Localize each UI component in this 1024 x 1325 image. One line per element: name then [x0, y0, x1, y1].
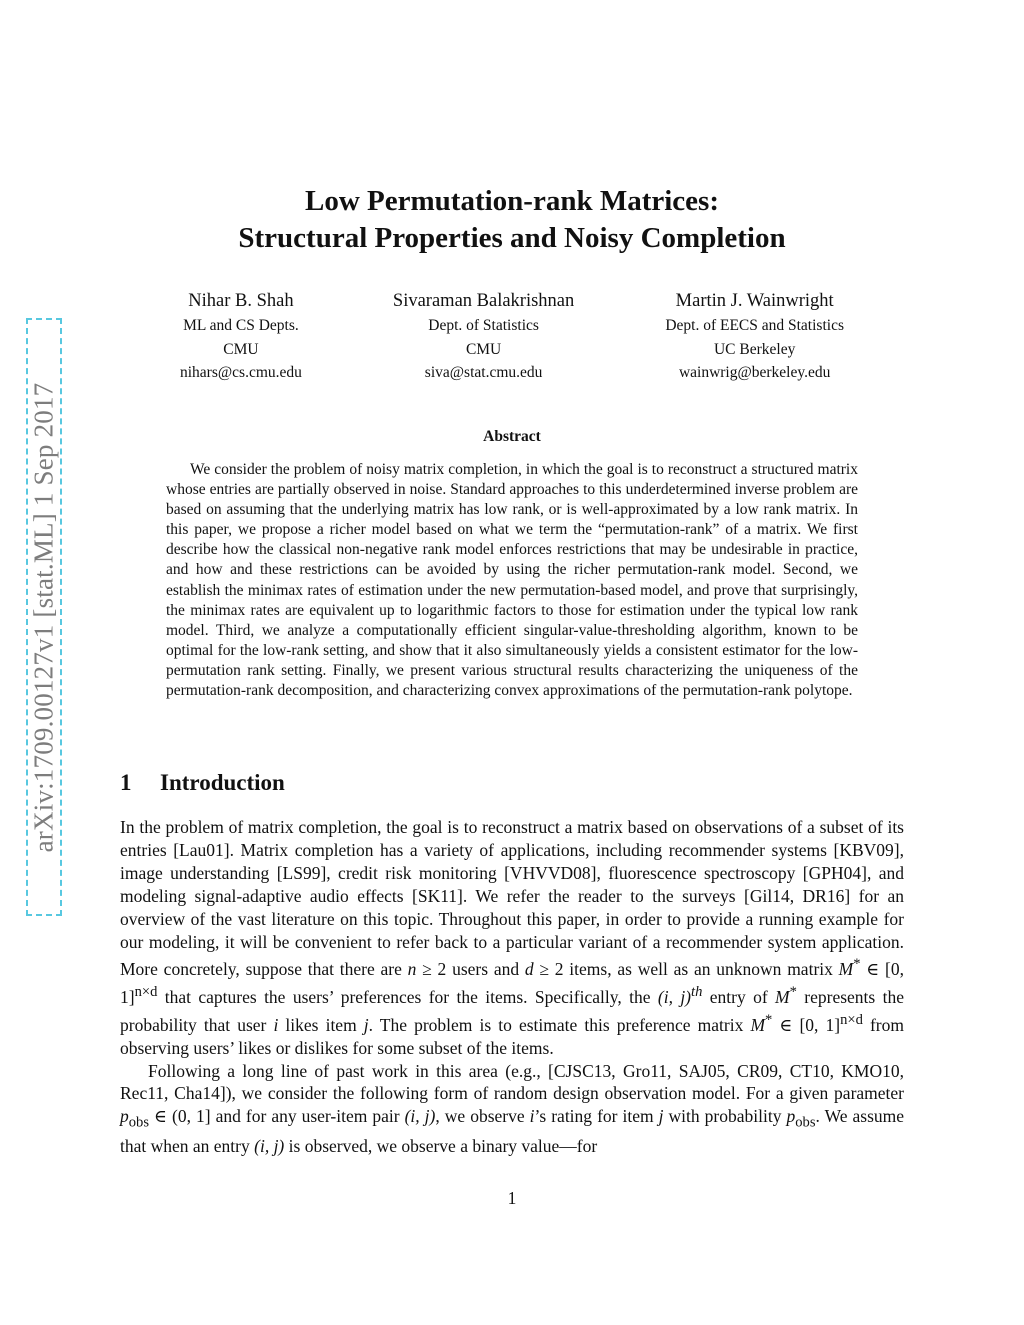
author-name: Martin J. Wainwright: [675, 291, 834, 311]
math-var: M: [775, 987, 790, 1007]
author-2: [393, 288, 574, 385]
paragraph-1: [120, 816, 904, 1060]
text-run: from observing users’ likes or dislikes for some subset of the items.: [120, 1014, 904, 1058]
math-var: p: [786, 1106, 796, 1127]
math-sup: *: [789, 984, 797, 1001]
text-run: ∈ [0, 1]: [120, 959, 904, 1007]
text-run: is observed, we observe a binary value—for: [284, 1135, 598, 1156]
author-email: siva@stat.cmu.edu: [424, 364, 543, 381]
author-3: [665, 288, 844, 385]
text-run: that captures the users’ preferences for the items. Specifically, the: [157, 987, 658, 1007]
author-name: Nihar B. Shah: [188, 291, 294, 311]
math-sup: n×d: [840, 1011, 863, 1028]
math-sup: n×d: [134, 984, 158, 1001]
text-run: ≥ 2 items, as well as an unknown matrix: [533, 959, 839, 980]
text-run: entry of: [702, 987, 776, 1007]
math-sup: *: [853, 956, 861, 973]
section-title: Introduction: [160, 770, 285, 795]
math-sub: obs: [128, 1114, 150, 1131]
math-var: d: [524, 959, 534, 980]
author-name: Sivaraman Balakrishnan: [392, 291, 575, 311]
author-email: wainwrig@berkeley.edu: [678, 364, 831, 381]
text-run: . The problem is to estimate this preference matrix: [368, 1014, 751, 1035]
author-institution: UC Berkeley: [713, 340, 796, 358]
math-sup: *: [765, 1011, 773, 1028]
text-run: , we observe: [435, 1106, 530, 1127]
title-line-2: Structural Properties and Noisy Completion: [238, 222, 786, 254]
text-run: likes item: [278, 1014, 364, 1035]
math-var: (i, j): [404, 1106, 436, 1127]
title-line-1: Low Permutation-rank Matrices:: [305, 185, 719, 217]
math-var: (i, j): [254, 1135, 285, 1156]
page-number: 1: [507, 1188, 517, 1208]
math-sup: th: [691, 984, 703, 1001]
math-var: M: [838, 959, 854, 980]
math-var: j: [658, 1106, 664, 1127]
text-run: with probability: [663, 1106, 787, 1127]
text-run: Following a long line of past work in this area (e.g., [CJSC13, Gro11, SAJ05, CR09, CT10, KMO10, Rec11, Cha14]), we consider the following form of random design observation model. For a given parameter: [120, 1060, 904, 1104]
author-1: [180, 288, 302, 385]
text-run: In the problem of matrix completion, the goal is to reconstruct a matrix based on observations of a subset of its entries [Lau01]. Matrix completion has a variety of applications, including recommender systems [KBV09], image understanding [LS99], credit risk monitoring [VHVVD08], fluorescence spectroscopy [GPH04], and modeling signal-adaptive audio effects [SK11]. We refer the reader to the surveys [Gil14, DR16] for an overview of the vast literature on this topic. Throughout this paper, in order to provide a running example for our modeling, it will be convenient to refer back to a particular variant of a recommender system application. More concretely, suppose that there are: [120, 817, 904, 980]
text-run: ∈ [0, 1]: [772, 1014, 841, 1035]
math-var: M: [750, 1014, 766, 1035]
section-heading: [120, 770, 285, 796]
text-run: . We assume that when an entry: [120, 1106, 905, 1156]
math-sub: obs: [795, 1114, 816, 1131]
math-var: i: [529, 1106, 535, 1127]
math-var: j: [363, 1014, 369, 1035]
text-run: and for any user-item pair: [210, 1106, 405, 1127]
math-var: (i, j): [657, 987, 692, 1007]
math-var: p: [120, 1106, 129, 1127]
section-number: 1: [120, 770, 132, 795]
author-institution: CMU: [223, 340, 259, 358]
abstract-heading: Abstract: [483, 428, 541, 445]
author-block: [180, 288, 844, 385]
paragraph-2: [120, 1060, 904, 1158]
math-var: i: [273, 1014, 279, 1035]
section-body: [120, 816, 904, 1158]
arxiv-side-stamp: [26, 318, 62, 916]
author-affiliation: Dept. of EECS and Statistics: [665, 317, 844, 334]
arxiv-identifier: arXiv:1709.00127v1 [stat.ML] 1 Sep 2017: [28, 382, 59, 852]
text-run: represents the probability that user: [120, 987, 904, 1035]
author-email: nihars@cs.cmu.edu: [180, 364, 302, 381]
author-affiliation: Dept. of Statistics: [428, 317, 539, 334]
math-var: n: [407, 959, 417, 980]
text-run: ≥ 2 users and: [416, 959, 525, 980]
paper-title: [100, 183, 924, 257]
text-run: ∈ (0, 1]: [149, 1106, 211, 1127]
author-institution: CMU: [465, 340, 502, 358]
text-run: ’s rating for item: [534, 1106, 659, 1127]
abstract-text: We consider the problem of noisy matrix completion, in which the goal is to reconstruct a structured matrix whose entries are partially observed in noise. Standard approaches to this underdetermined inverse problem are based on assuming that the underlying matrix has low rank, or is well-approximated by a low rank matrix. In this paper, we propose a richer model based on what we term the “permutation-rank” of a matrix. We first describe how the classical non-negative rank model enforces restrictions that may be undesirable in practice, and how and these restrictions can be avoided by using the richer permutation-rank model. Second, we establish the minimax rates of estimation under the new permutation-based model, and prove that surprisingly, the minimax rates are equivalent up to logarithmic factors to those for estimation under the typical low rank model. Third, we analyze a computationally efficient singular-value-thresholding algorithm, known to be optimal for the low-rank setting, and show that it also simultaneously yields a consistent estimator for the low-permutation rank setting. Finally, we present various structural results characterizing the uniqueness of the permutation-rank decomposition, and characterizing convex approximations of the permutation-rank polytope.: [166, 461, 858, 700]
author-affiliation: ML and CS Depts.: [183, 317, 299, 334]
